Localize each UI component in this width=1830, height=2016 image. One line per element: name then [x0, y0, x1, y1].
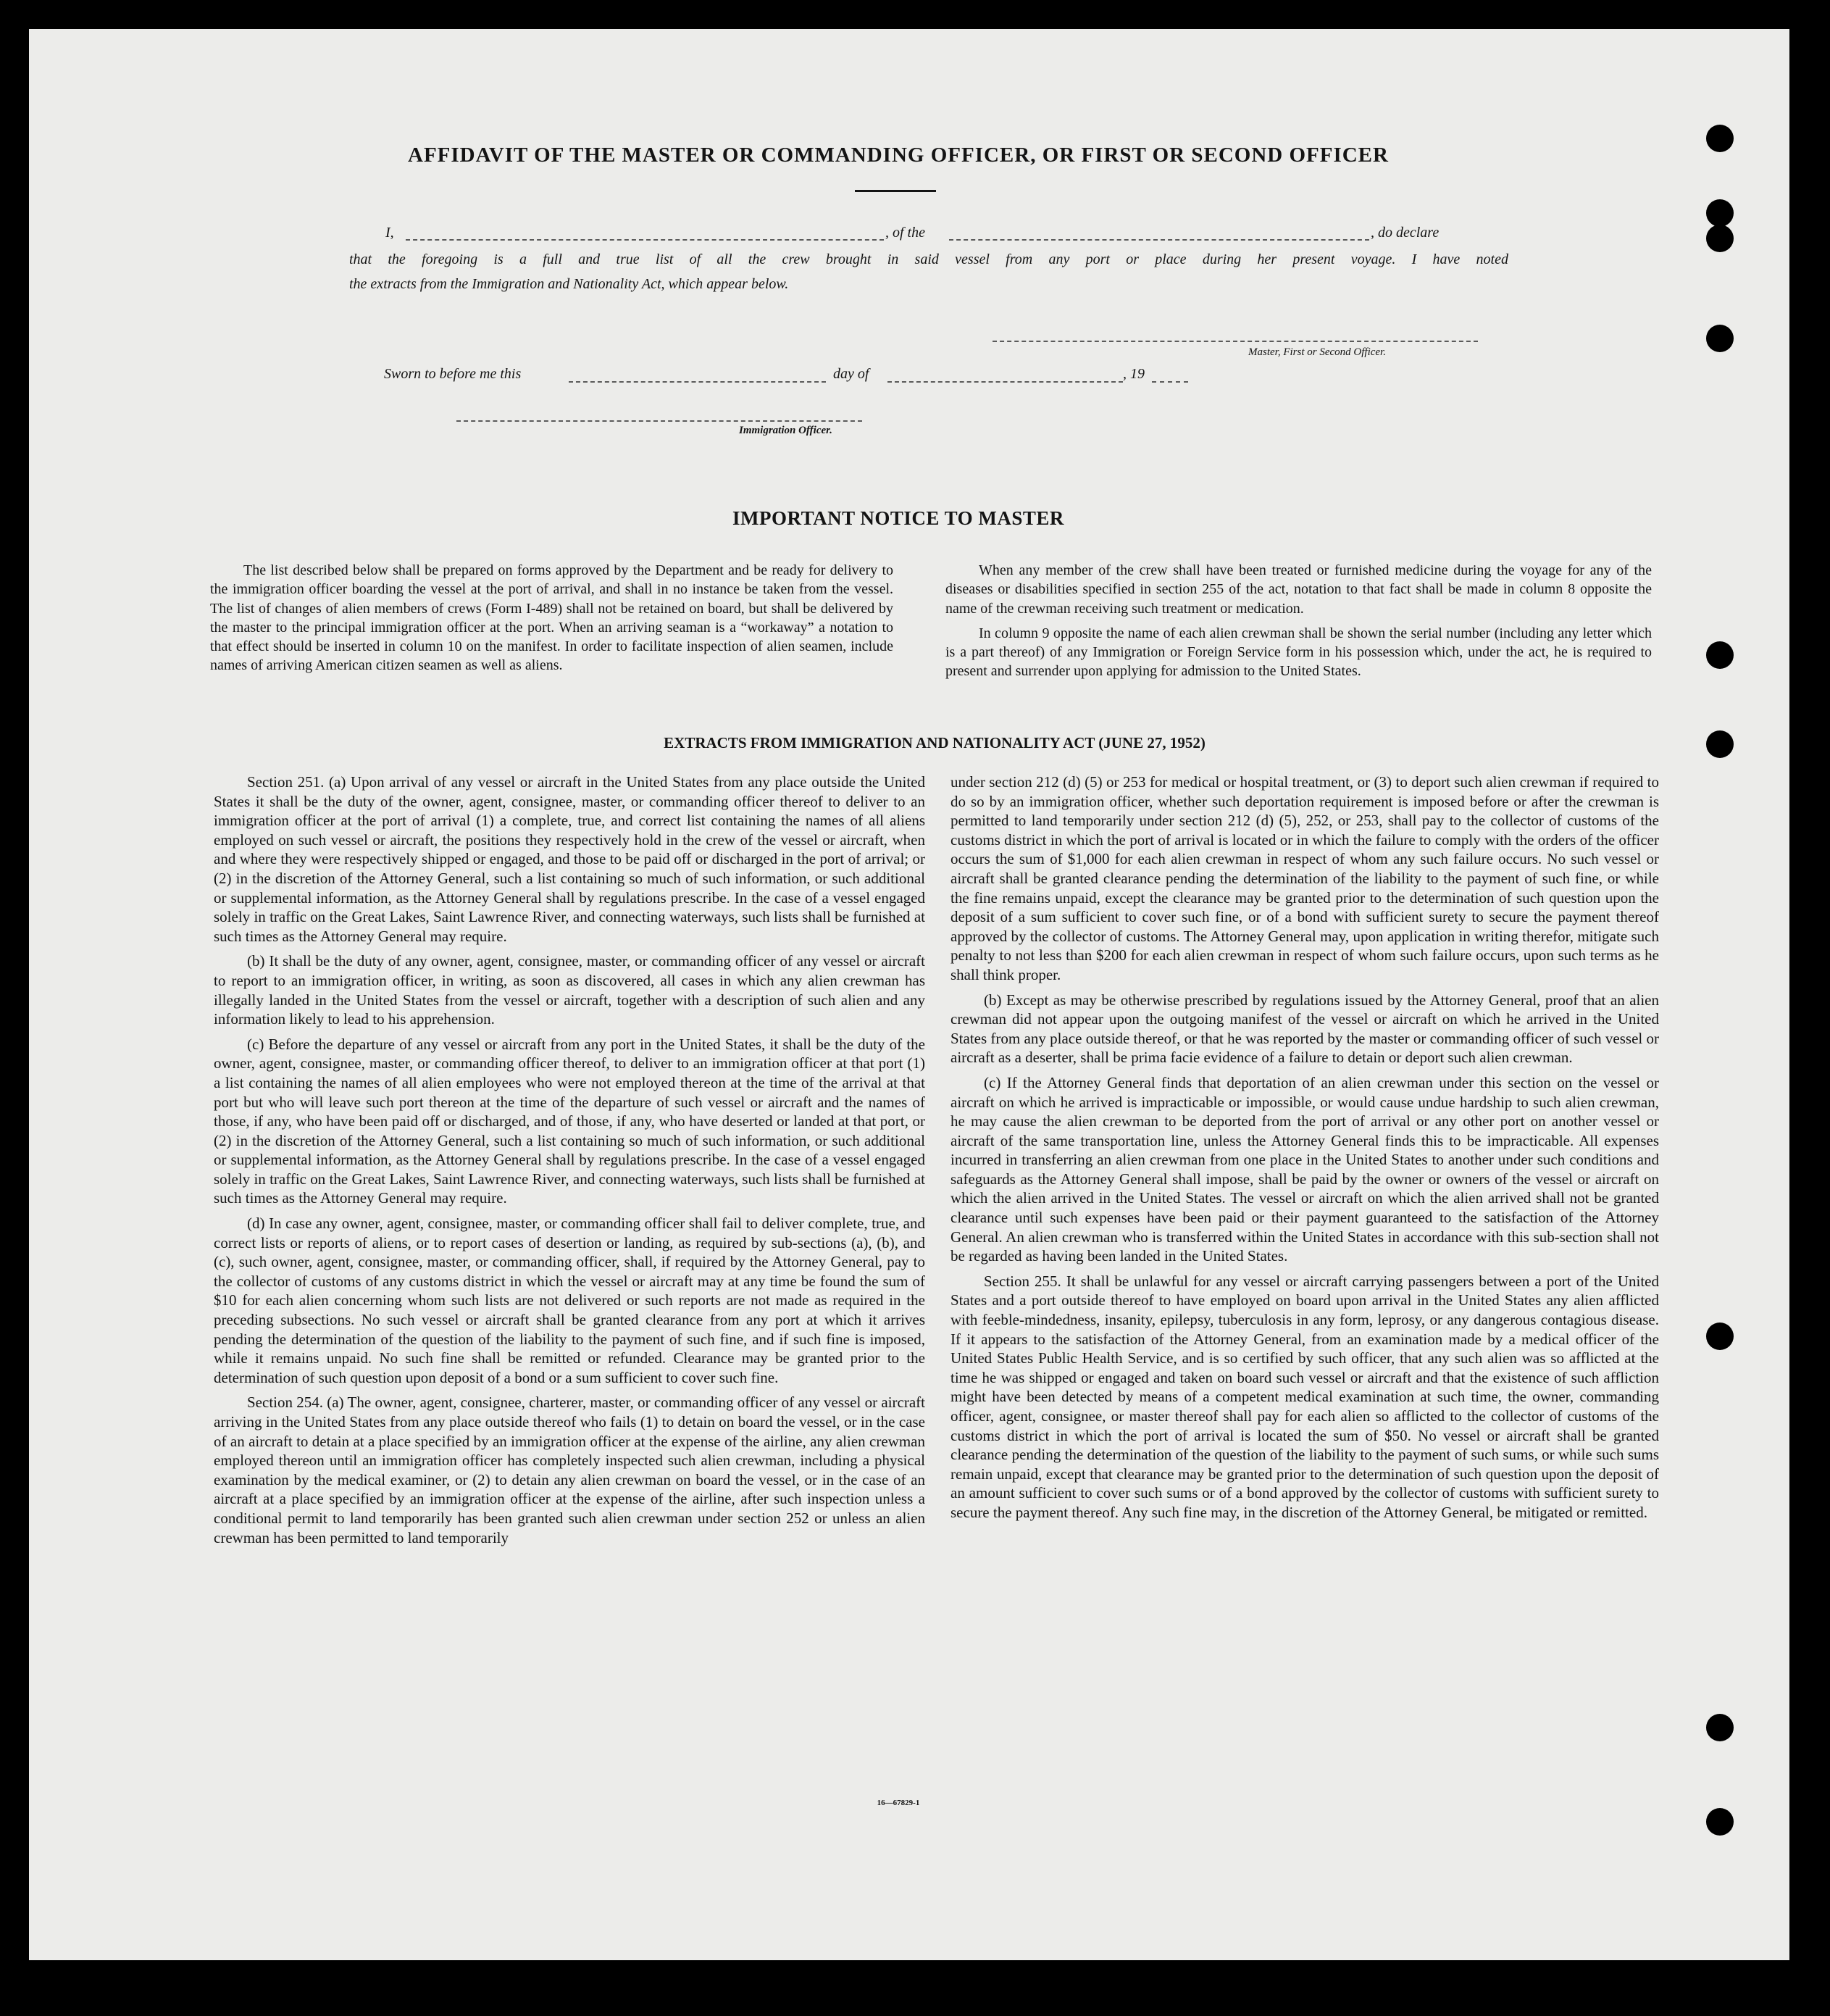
extract-paragraph: (c) If the Attorney General finds that deportation of an alien crewman under this section on the vessel or aircraft on which he arrived is impracticable or impossible, or would cause undue hardship to such alien crewman, he may cause the alien crewman to be deported from the port of arrival or any other port on another vessel or aircraft of the same transportation line, unless the Attorney General finds this to be impracticable. All expenses incurred in transferring an alien crewman from one place in the United States to another under such conditions and safeguards as the Attorney General shall impose, shall be paid by the owner or owners of the vessel or aircraft on which the alien arrived in the United States. The vessel or aircraft on which the alien arrived shall not be granted clearance until such expenses have been paid or their payment guaranteed to the satisfaction of the Attorney General. An alien crewman who is transferred within the United States in accordance with this sub-section shall not be regarded as having been landed in the United States.	[950, 1073, 1659, 1265]
notice-right-paragraph-2: In column 9 opposite the name of each alien crewman shall be shown the serial number (including any letter which is a part thereof) of any Immigration or Foreign Service form in his possession which, under the act, he is required to present and surrender upon applying for admission to the United States.	[945, 625, 1652, 680]
extract-paragraph: Section 255. It shall be unlawful for any vessel or aircraft carrying passengers between a port of the United States and a port outside thereof to have employed on board upon arrival in the United States any alien afflicted with feeble-mindedness, insanity, epilepsy, tuberculosis in any form, leprosy, or any dangerous contagious disease. If it appears to the satisfaction of the Attorney General, from an examination made by a medical officer of the United States Public Health Service, and is so certified by such officer, that any such alien was so afflicted at the time he was shipped or engaged and taken on board such vessel or aircraft and that the existence of such affliction might have been detected by means of a competent medical examination at such time, the owner, commanding officer, agent, consignee, or master thereof shall pay for each alien so afflicted to the collector of customs of the customs district in which the port of arrival is located the sum of $50. No vessel or aircraft shall be granted clearance pending the determination of the question of the liability to the payment of such sums, or while such sums remain unpaid, except that clearance may be granted prior to the determination of such question upon the deposit of an amount sufficient to cover such sums or of a bond approved by the collector of customs with sufficient surety to secure the payment thereof. Any such fine may, in the discretion of the Attorney General, be mitigated or remitted.	[950, 1272, 1659, 1521]
declarant-name-field[interactable]	[406, 239, 884, 241]
extract-paragraph: Section 254. (a) The owner, agent, consignee, charterer, master, or commanding officer of any vessel or aircraft arriving in the United States from any place outside thereof who fails (1) to detain on board the vessel, or in the case of an aircraft to detain at a place specified by an immigration officer at the expense of the airline, any alien crewman employed thereon until an immigration officer has completely inspected such alien crewman, including a physical examination by the medical examiner, or (2) to detain any alien crewman on board the vessel, or in the case of an aircraft at a place specified by an immigration officer at the expense of the airline, after such inspection unless a conditional permit to land temporarily has been granted such alien crewman under section 252 or unless an alien crewman has been permitted to land temporarily	[214, 1394, 925, 1546]
officer-signature-field[interactable]	[456, 420, 862, 422]
notice-right-column	[945, 561, 1652, 687]
extracts-right-column	[950, 772, 1659, 1528]
notice-right-paragraph-1: When any member of the crew shall have been treated or furnished medicine during the voyage for any of the diseases or disabilities specified in section 255 of the act, notation to that fact shall be made in column 8 opposite the name of the crewman receiving such treatment or medication.	[945, 562, 1652, 617]
vessel-label: , of the	[885, 225, 925, 241]
declarant-label: I,	[385, 225, 394, 241]
master-signature-field[interactable]	[993, 341, 1478, 342]
extract-paragraph: (d) In case any owner, agent, consignee, master, or commanding officer shall fail to deliver complete, true, and correct lists or reports of aliens, or to report cases of desertion or landing, as required by sub-sections (a), (b), and (c), such owner, agent, consignee, master, or commanding officer, shall, if required by the Attorney General, pay to the collector of customs of any customs district in which the vessel or aircraft may at any time be found the sum of $10 for each alien concerning whom such lists are not delivered or such reports are not made as required in the preceding subsections. No such vessel or aircraft shall be granted clearance from any port at which it arrives pending the determination of the question of the liability to the payment of such fine, and if such fine is imposed, while it remains unpaid. No such fine shall be remitted or refunded. Clearance may be granted prior to the determination of such question upon deposit of a bond or a sum sufficient to cover such fine.	[214, 1215, 925, 1386]
punch-hole	[1706, 199, 1734, 227]
punch-hole	[1706, 1808, 1734, 1836]
title-rule	[855, 190, 936, 192]
master-caption: Master, First or Second Officer.	[1248, 346, 1386, 358]
extract-paragraph: (b) Except as may be otherwise prescribed by regulations issued by the Attorney General, proof that an alien crewman did not appear upon the outgoing manifest of the vessel or aircraft on which he arrived in the United States from any place outside thereof, or that he was reported by the master or commanding officer of such vessel or aircraft as a deserter, shall be prima facie evidence of a failure to detain or deport such alien crewman.	[950, 991, 1659, 1067]
extract-paragraph: (b) It shall be the duty of any owner, agent, consignee, master, or commanding officer of any vessel or aircraft to report to an immigration officer, in writing, as soon as discovered, all cases in which any alien crewman has illegally landed in the United States from the vessel or aircraft, together with a description of such alien and any information likely to lead to his apprehension.	[214, 952, 925, 1028]
sworn-month-field[interactable]	[887, 381, 1123, 383]
sworn-label: Sworn to before me this	[384, 366, 522, 382]
form-page	[29, 29, 1789, 1960]
punch-hole	[1706, 325, 1734, 352]
punch-hole	[1706, 1714, 1734, 1741]
affidavit-statement-line-1: that the foregoing is a full and true list of all the crew brought in said vessel from any port or place during her present voyage. I have noted	[349, 251, 1508, 267]
notice-left-column	[210, 561, 893, 681]
punch-hole	[1706, 125, 1734, 152]
day-of-label: day of	[833, 366, 869, 382]
punch-hole	[1706, 1323, 1734, 1350]
sworn-year-field[interactable]	[1152, 381, 1188, 383]
affidavit-statement-line-2: the extracts from the Immigration and Nationality Act, which appear below.	[349, 276, 789, 292]
punch-hole	[1706, 730, 1734, 758]
notice-left-paragraph: The list described below shall be prepared on forms approved by the Department and be ready for delivery to the immigration officer boarding the vessel at the port of arrival, and shall in no instance be taken from the vessel. The list of changes of alien members of crews (Form I-489) shall not be retained on board, but shall be delivered by the master to the principal immigration officer at the port. When an arriving seaman is a “workaway” a notation to that effect should be inserted in column 10 on the manifest. In order to facilitate inspection of alien seamen, include names of arriving American citizen seamen as well as aliens.	[210, 562, 893, 674]
affidavit-title: AFFIDAVIT OF THE MASTER OR COMMANDING OFFICER, OR FIRST OR SECOND OFFICER	[408, 143, 1389, 167]
form-number: 16—67829-1	[877, 1799, 920, 1807]
declare-label: , do declare	[1371, 225, 1440, 241]
year-label: , 19	[1123, 366, 1145, 382]
punch-hole	[1706, 641, 1734, 669]
extract-paragraph: (c) Before the departure of any vessel or aircraft from any port in the United States, it shall be the duty of the owner, agent, consignee, master, or commanding officer thereof, to deliver to an immigration officer at that port (1) a list containing the names of all alien employees who were not employed thereon at the time of the arrival at that port but who will leave such port thereon at the time of the departure of such vessel or aircraft and the names of those, if any, who have been paid off or discharged, and of those, if any, who have deserted or landed at that port, or (2) in the discretion of the Attorney General, such a list containing so much of such information, or such additional or supplemental information, as the Attorney General shall by regulations prescribe. In the case of a vessel engaged solely in traffic on the Great Lakes, Saint Lawrence River, and connecting waterways, such lists shall be furnished at such times as the Attorney General may require.	[214, 1035, 925, 1207]
extracts-title: EXTRACTS FROM IMMIGRATION AND NATIONALITY ACT (JUNE 27, 1952)	[664, 734, 1206, 751]
punch-hole	[1706, 225, 1734, 252]
extract-paragraph: Section 251. (a) Upon arrival of any vessel or aircraft in the United States from any place outside the United States it shall be the duty of the owner, agent, consignee, master, or commanding officer thereof to deliver to an immigration officer at the port of arrival (1) a complete, true, and correct list containing the names of all aliens employed on such vessel or aircraft, the positions they respectively hold in the crew of the vessel or aircraft, when and where they were respectively shipped or engaged, and those to be paid off or discharged in the port of arrival; or (2) in the discretion of the Attorney General, such a list containing so much of such information, or such additional or supplemental information, as the Attorney General shall by regulations prescribe. In the case of a vessel engaged solely in traffic on the Great Lakes, Saint Lawrence River, and connecting waterways, such lists shall be furnished at such times as the Attorney General may require.	[214, 773, 925, 945]
vessel-name-field[interactable]	[949, 239, 1369, 241]
notice-title: IMPORTANT NOTICE TO MASTER	[732, 507, 1064, 529]
extracts-left-column	[214, 772, 925, 1553]
officer-caption: Immigration Officer.	[739, 425, 832, 436]
extract-paragraph: under section 212 (d) (5) or 253 for medical or hospital treatment, or (3) to deport such alien crewman if required to do so by an immigration officer, whether such deportation requirement is imposed before or after the crewman is permitted to land temporarily under section 212 (d) (5), 252, or 253, shall pay to the collector of customs of the customs district in which the port of arrival is located or in which the failure to comply with the orders of the officer occurs the sum of $1,000 for each alien crewman in respect of whom any such failure occurs. No such vessel or aircraft shall be granted clearance pending the determination of the liability to the payment of such fine, or while the fine remains unpaid, except the clearance may be granted prior to the determination of such question upon the deposit of a sum sufficient to cover such fine, or of a bond with sufficient surety to secure the payment thereof approved by the collector of customs. The Attorney General may, upon application in writing therefor, mitigate such penalty to not less than $200 for each alien crewman in respect of whom such failure occurs, upon such terms as he shall think proper.	[950, 773, 1659, 983]
sworn-day-field[interactable]	[569, 381, 826, 383]
